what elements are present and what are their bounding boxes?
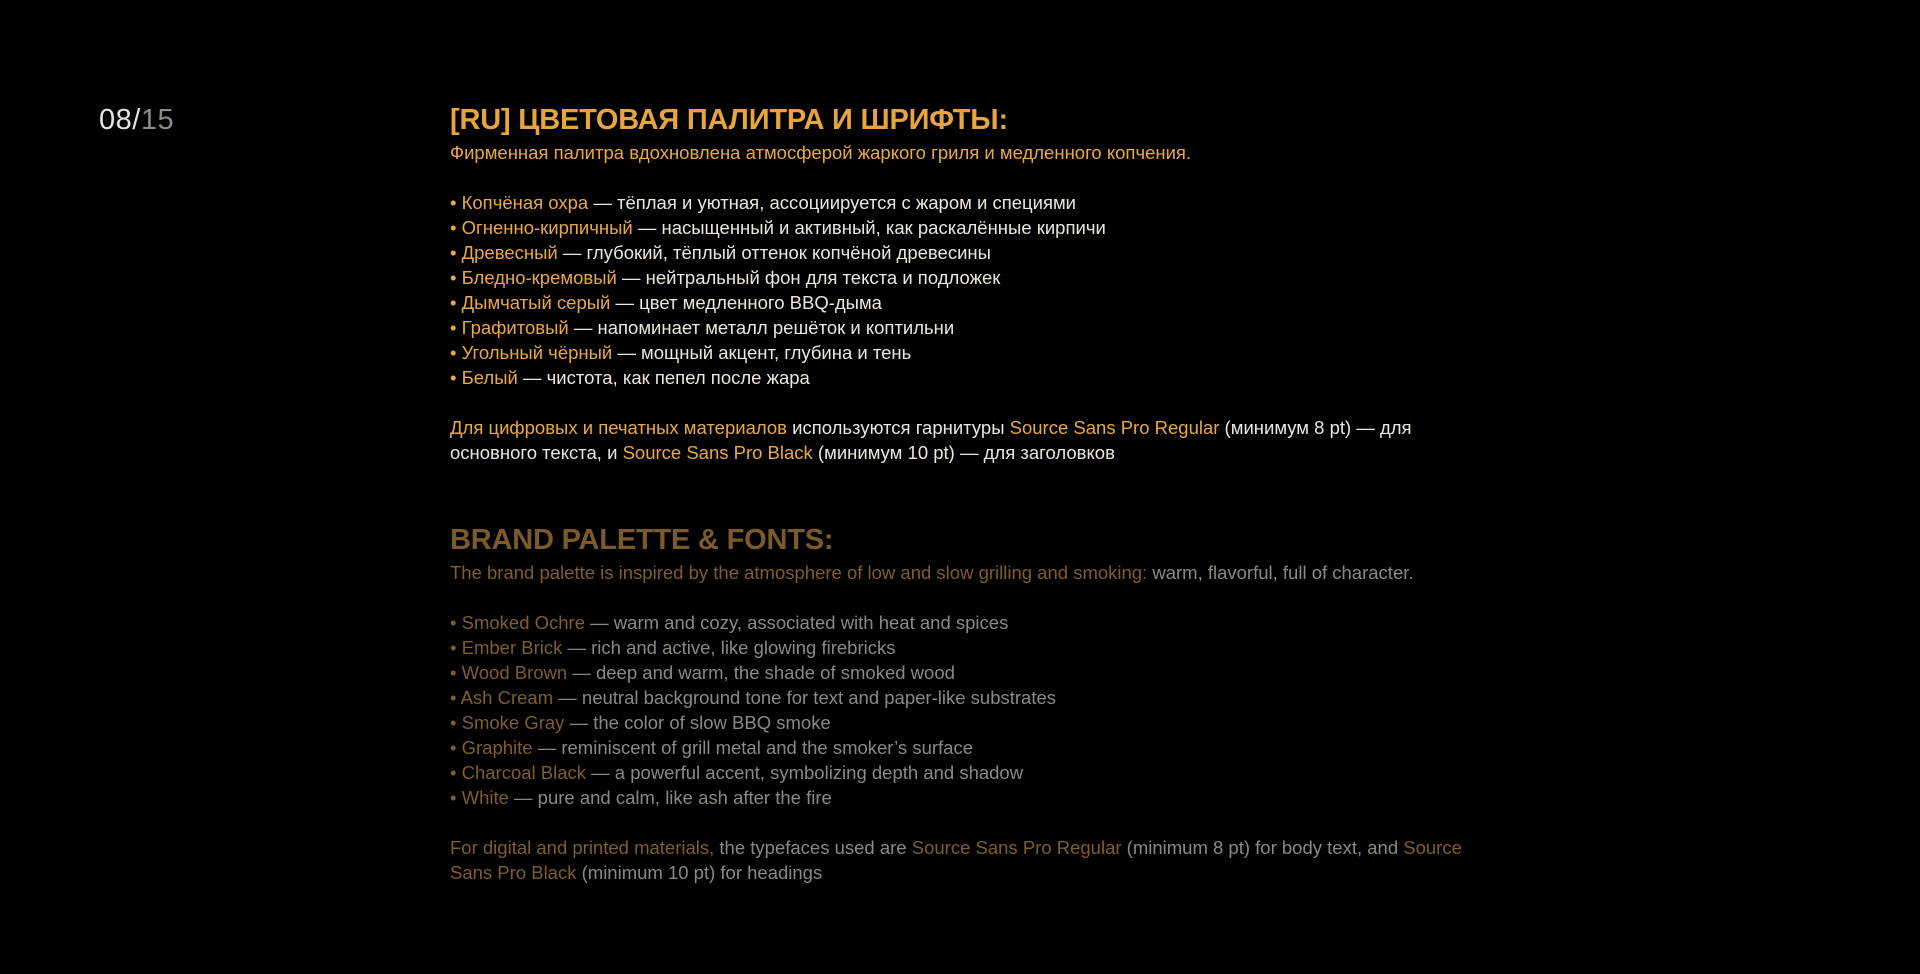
- color-name: • Дымчатый серый: [450, 292, 611, 313]
- ru-fonts-paragraph: [450, 415, 1490, 465]
- list-item: [450, 710, 1490, 735]
- fonts-text: (минимум 10 pt) — для заголовков: [812, 442, 1115, 463]
- list-item: [450, 785, 1490, 810]
- list-item: [450, 685, 1490, 710]
- fonts-intro: Для цифровых и печатных материалов: [450, 417, 787, 438]
- color-name: • Графитовый: [450, 317, 569, 338]
- color-description: — warm and cozy, associated with heat and spices: [585, 612, 1009, 633]
- page-total: 15: [140, 104, 175, 136]
- font-black: Source Sans Pro Black: [450, 837, 1462, 883]
- ru-color-list: [450, 190, 1490, 390]
- list-item: [450, 315, 1490, 340]
- color-name: • Ash Cream: [450, 687, 554, 708]
- slide-content: [450, 100, 1490, 885]
- ru-title: [RU] ЦВЕТОВАЯ ПАЛИТРА И ШРИФТЫ:: [450, 104, 1008, 136]
- en-section: [450, 520, 1490, 885]
- ru-lead: Фирменная палитра вдохновлена атмосферой жаркого гриля и медленного копчения.: [450, 142, 1192, 163]
- en-color-list: [450, 610, 1490, 810]
- font-regular: Source Sans Pro Regular: [911, 837, 1122, 858]
- list-item: [450, 610, 1490, 635]
- color-description: — насыщенный и активный, как раскалённые кирпичи: [632, 217, 1106, 238]
- color-name: • Smoke Gray: [450, 712, 565, 733]
- color-name: • Копчёная охра: [450, 192, 589, 213]
- color-description: — цвет медленного BBQ-дыма: [610, 292, 882, 313]
- color-description: — тёплая и уютная, ассоциируется с жаром и специями: [588, 192, 1077, 213]
- list-item: [450, 290, 1490, 315]
- list-item: [450, 265, 1490, 290]
- fonts-text: (minimum 10 pt) for headings: [576, 862, 823, 883]
- list-item: [450, 760, 1490, 785]
- list-item: [450, 215, 1490, 240]
- color-name: • Wood Brown: [450, 662, 568, 683]
- fonts-intro: For digital and printed materials,: [450, 837, 715, 858]
- color-description: — rich and active, like glowing firebricks: [562, 637, 896, 658]
- page-counter: [99, 102, 174, 138]
- en-lead: [450, 560, 1490, 585]
- color-description: — reminiscent of grill metal and the smoker’s surface: [532, 737, 973, 758]
- font-black: Source Sans Pro Black: [622, 442, 813, 463]
- en-fonts-paragraph: [450, 835, 1490, 885]
- page-separator: /: [132, 104, 141, 136]
- color-description: — the color of slow BBQ smoke: [564, 712, 831, 733]
- page-current: 08: [99, 104, 133, 136]
- color-name: • Бледно-кремовый: [450, 267, 617, 288]
- color-name: • Огненно-кирпичный: [450, 217, 633, 238]
- color-name: • Ember Brick: [450, 637, 563, 658]
- fonts-text: the typefaces used are: [714, 837, 912, 858]
- list-item: [450, 635, 1490, 660]
- color-description: — мощный акцент, глубина и тень: [612, 342, 912, 363]
- fonts-text: используются гарнитуры: [786, 417, 1010, 438]
- list-item: [450, 340, 1490, 365]
- en-title: BRAND PALETTE & FONTS:: [450, 524, 834, 556]
- color-description: — deep and warm, the shade of smoked wood: [567, 662, 955, 683]
- color-description: — глубокий, тёплый оттенок копчёной древесины: [557, 242, 991, 263]
- color-description: — нейтральный фон для текста и подложек: [616, 267, 1001, 288]
- list-item: [450, 660, 1490, 685]
- color-description: — neutral background tone for text and paper-like substrates: [553, 687, 1056, 708]
- color-name: • Smoked Ochre: [450, 612, 586, 633]
- color-name: • Древесный: [450, 242, 558, 263]
- color-description: — pure and calm, like ash after the fire: [508, 787, 832, 808]
- color-description: — чистота, как пепел после жара: [517, 367, 810, 388]
- color-name: • Graphite: [450, 737, 533, 758]
- color-name: • Белый: [450, 367, 518, 388]
- list-item: [450, 240, 1490, 265]
- color-description: — a powerful accent, symbolizing depth and shadow: [586, 762, 1024, 783]
- color-description: — напоминает металл решёток и коптильни: [568, 317, 955, 338]
- list-item: [450, 735, 1490, 760]
- font-regular: Source Sans Pro Regular: [1009, 417, 1220, 438]
- ru-section: [450, 100, 1490, 465]
- list-item: [450, 365, 1490, 390]
- list-item: [450, 190, 1490, 215]
- fonts-text: (минимум 8 pt) — для основного текста, и: [450, 417, 1412, 463]
- en-lead-plain: warm, flavorful, full of character.: [1147, 562, 1414, 583]
- en-lead-accent: The brand palette is inspired by the atmosphere of low and slow grilling and smoking:: [450, 562, 1148, 583]
- color-name: • White: [450, 787, 509, 808]
- color-name: • Charcoal Black: [450, 762, 587, 783]
- fonts-text: (minimum 8 pt) for body text, and: [1121, 837, 1404, 858]
- color-name: • Угольный чёрный: [450, 342, 613, 363]
